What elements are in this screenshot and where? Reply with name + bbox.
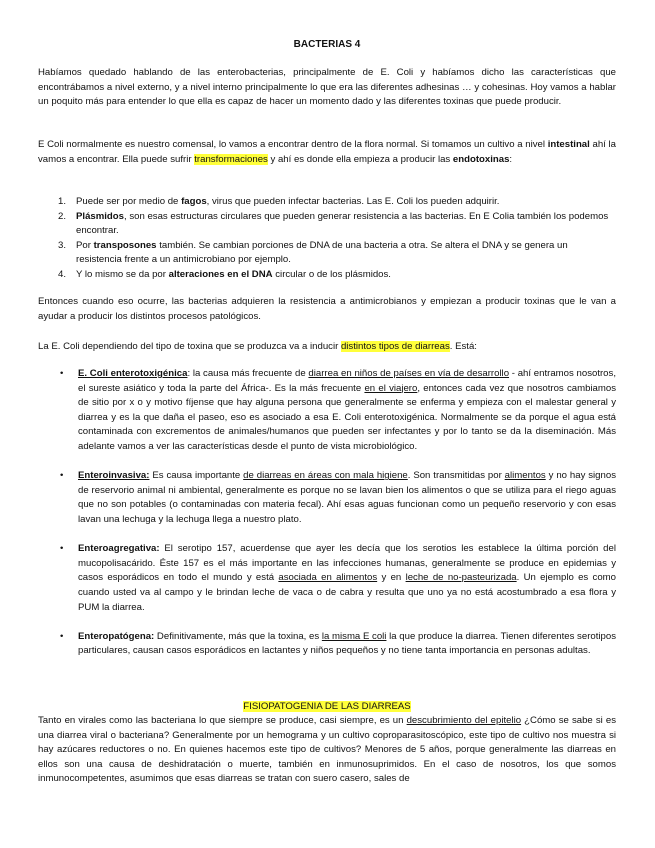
resistance-paragraph: Entonces cuando eso ocurre, las bacterias adquieren la resistencia a antimicrobianos y empiezan a producir toxinas que le van a ayudar a producir los distintos procesos patológicos. <box>38 296 616 322</box>
bullet-icon: • <box>60 368 64 379</box>
pathophysiology-paragraph: Tanto en virales como las bacteriana lo que siempre se produce, casi siempre, es un descubrimiento del epitelio ¿Cómo se sabe si es una diarrea viral o bacteriana? Generalmente por un hemograma y un cultivo coproparasitoscópico, este tipo de cultivo nos muestra si hay azúcares reductores o no. En quienes hacemos este tipo de cultivos? Menores de 5 años, porque generalmente las diarreas en ellos son una causa de deshidratación o muerte, también en inmunosuprimidos. En el caso de nosotros, los que somos inmunocompetentes, asumimos que esas diarreas se tratan con suero casero, sales de <box>38 715 617 785</box>
diarrhea-types-paragraph: La E. Coli dependiendo del tipo de toxina que se produzca va a inducir distintos tipos de diarreas. Está: <box>38 341 477 352</box>
list-item: 4. Y lo mismo se da por alteraciones en el DNA circular o de los plásmidos. <box>58 268 391 280</box>
bullet-icon: • <box>60 630 64 642</box>
list-item-enteroaggregative: • Enteroagregativa: El serotipo 157, acuerdense que ayer les decía que los serotios les establece la última porción del mucopolisacárido. Éste 157 es el más importante en las infecciones humanas, generalmente se produce en epidemias y casos esporádicos en todo el mundo y está asociada en alimentos y en leche de no-pasteurizada. Un ejemplo es como cuando usted va al campo y le brindan leche de vaca o de cabra y resulta que uno ya no está acostumbrado a esa flora y PUM la diarrea. <box>60 543 617 613</box>
highlighted-term: transformaciones <box>194 153 268 165</box>
bullet-icon: • <box>60 543 64 555</box>
list-item: 1. Puede ser por medio de fagos, virus que pueden infectar bacterias. Las E. Coli los pueden adquirir. <box>58 196 500 207</box>
section-heading: FISIOPATOGENIA DE LAS DIARREAS <box>243 701 411 712</box>
mechanisms-list <box>38 195 616 283</box>
list-item: 2. Plásmidos, son esas estructuras circulares que pueden generar resistencia a las bacterias. En E Colia también los podemos encontrar. <box>58 210 609 237</box>
bold-term: intestinal <box>547 139 590 150</box>
bullet-icon: • <box>60 470 64 482</box>
list-item-enteroinvasive: • Enteroinvasiva: Es causa importante de diarreas en áreas con mala higiene. Son transmitidas por alimentos y no hay signos de reservorio animal ni ambiental, generalmente es porque no se lavan bien los alimentos o que se utiliza para el riego aguas que no son potables (o contaminadas con materia fecal). Ahí esas aguas funcionan como un pequeño reservorio y con esas lavan una lechuga y la lechuga llega a nuestro plato. <box>60 470 616 525</box>
ecoli-commensal-paragraph: E Coli normalmente es nuestro comensal, lo vamos a encontrar dentro de la flora normal. Si tomamos un cultivo a nivel intestinal ahí la vamos a encontrar. Ella puede sufrir transformaciones y ahí es donde ella empieza a producir las endotoxinas: <box>38 139 616 165</box>
intro-paragraph: Habíamos quedado hablando de las enterobacterias, principalmente de E. Coli y habíamos dicho las características que encontrábamos a nivel externo, y a nivel interno principalmente lo que era las diferentes adhesinas … y cohesinas. Hoy vamos a hablar un poquito más para entender lo que ella es capaz de hacer un momento dado y las diferentes toxinas que puede producir. <box>38 67 616 108</box>
list-item-enterotoxigenic: • E. Coli enterotoxigénica: la causa más frecuente de diarrea en niños de países en vía de desarrollo - ahí entramos nosotros, el sureste asiático y toda la parte del África-. Es la más frecuente en el viajero, entonces cada vez que nosotros cambiamos de sitio por x o y motivo fíjense que hay alguna persona que generalmente se enferma y empieza con el malestar general y diarrea y es la que daña el paseo, eso es asociado a esa E. Coli enterotoxigénica. Normalmente se da porque el agua está contaminada con excrementos de animales/humanos que pueden ser infectantes y por lo tanto se da la diseminación. Más adelante vamos a ver las características desde el punto de vista microbiológico. <box>60 368 617 452</box>
document-title: BACTERIAS 4 <box>293 39 361 50</box>
ecoli-types-list <box>38 367 616 673</box>
highlighted-term: distintos tipos de diarreas <box>340 341 450 352</box>
bold-term: endotoxinas <box>452 153 510 165</box>
list-item: 3. Por transposones también. Se cambian porciones de DNA de una bacteria a otra. Se altera el DNA y se genera un resistencia frente a un antimicrobiano por ejemplo. <box>58 239 568 266</box>
list-item-enteropathogenic: • Enteropatógena: Definitivamente, más que la toxina, es la misma E coli la que produce la diarrea. Tienen diferentes serotipos particulares, causan casos esporádicos en lactantes y niños pequeños y no tiene tanta importancia en personas adultas. <box>60 630 616 657</box>
